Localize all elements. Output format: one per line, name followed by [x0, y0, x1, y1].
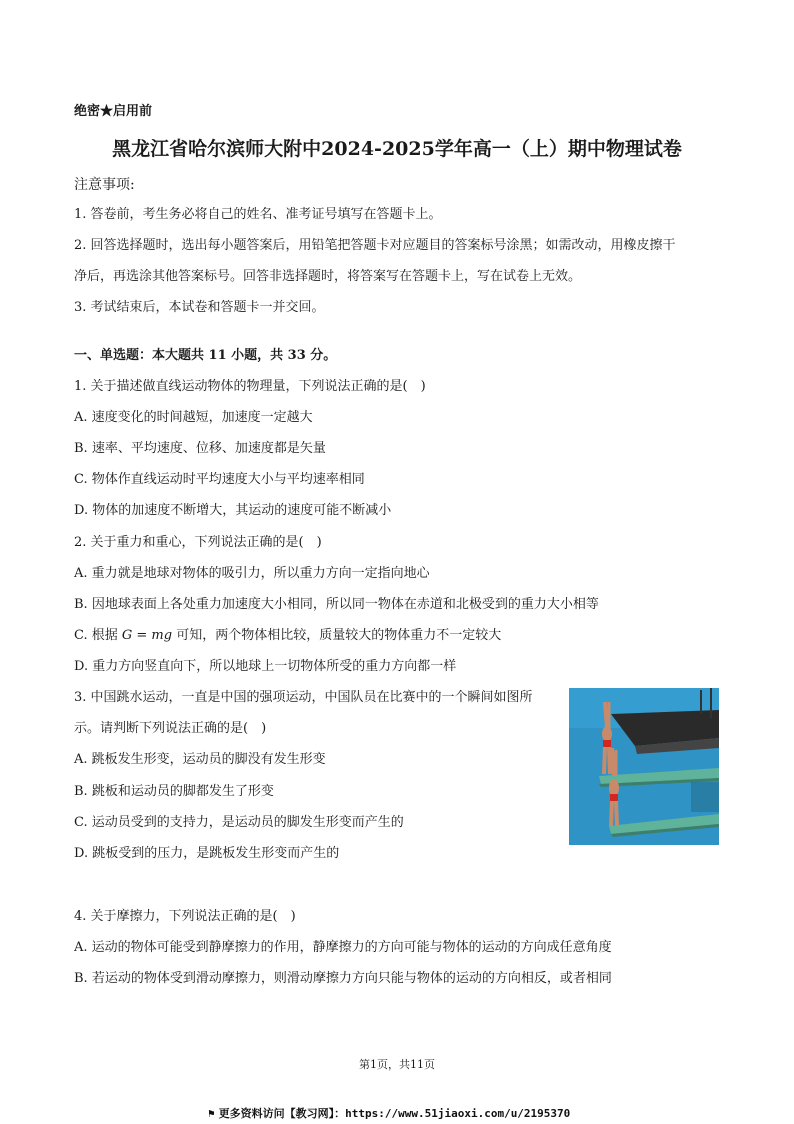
q1-option-c: C. 物体作直线运动时平均速度大小与平均速率相同: [74, 472, 365, 487]
q1-option-d: D. 物体的加速度不断增大，其运动的速度可能不断减小: [74, 503, 392, 518]
promo-text: 更多资料访问【教习网】：https://www.51jiaoxi.com/u/2195370: [218, 1107, 571, 1120]
q3-option-d: D. 跳板受到的压力，是跳板发生形变而产生的: [74, 846, 340, 861]
formula: G = mg: [121, 628, 173, 643]
q2-option-c-rest: 可知，两个物体相比较，质量较大的物体重力不一定较大: [172, 628, 502, 643]
q3-option-b: B. 跳板和运动员的脚都发生了形变: [74, 784, 274, 799]
exam-title: 黑龙江省哈尔滨师大附中2024-2025学年高一（上）期中物理试卷: [112, 138, 682, 160]
notice-item: 1. 答卷前，考生务必将自己的姓名、准考证号填写在答题卡上。: [74, 207, 442, 222]
question-2-stem: 2. 关于重力和重心，下列说法正确的是( ): [74, 535, 322, 550]
notice-heading: 注意事项:: [74, 177, 135, 193]
q3-option-a: A. 跳板发生形变，运动员的脚没有发生形变: [74, 752, 326, 767]
q2-option-c-prefix: C. 根据: [74, 628, 122, 643]
q1-option-a: A. 速度变化的时间越短，加速度一定越大: [74, 410, 313, 425]
q2-option-c: [74, 628, 501, 644]
question-3-stem: 3. 中国跳水运动，一直是中国的强项运动，中国队员在比赛中的一个瞬间如图所: [74, 690, 533, 705]
notice-item: 净后，再选涂其他答案标号。回答非选择题时，将答案写在答题卡上，写在试卷上无效。: [74, 269, 582, 284]
q2-option-a: A. 重力就是地球对物体的吸引力，所以重力方向一定指向地心: [74, 566, 430, 581]
q4-option-a: A. 运动的物体可能受到静摩擦力的作用，静摩擦力的方向可能与物体的运动的方向成任意角度: [74, 940, 612, 955]
q1-option-b: B. 速率、平均速度、位移、加速度都是矢量: [74, 441, 326, 456]
promo-link[interactable]: [208, 1106, 570, 1122]
question-4-stem: 4. 关于摩擦力，下列说法正确的是( ): [74, 909, 296, 924]
flag-icon: ⚑: [208, 1107, 215, 1120]
q2-option-d: D. 重力方向竖直向下，所以地球上一切物体所受的重力方向都一样: [74, 659, 457, 674]
diving-photo: [569, 688, 719, 845]
notice-item: 2. 回答选择题时，选出每小题答案后，用铅笔把答题卡对应题目的答案标号涂黑；如需改动，用橡皮擦干: [74, 238, 676, 253]
page-number: 第1页，共11页: [359, 1058, 435, 1071]
confidential-label: 绝密★启用前: [74, 104, 153, 119]
question-3-stem-cont: 示。请判断下列说法正确的是( ): [74, 721, 267, 736]
q4-option-b: B. 若运动的物体受到滑动摩擦力，则滑动摩擦力方向只能与物体的运动的方向相反，或者相同: [74, 971, 612, 986]
q3-option-c: C. 运动员受到的支持力，是运动员的脚发生形变而产生的: [74, 815, 404, 830]
q2-option-b: B. 因地球表面上各处重力加速度大小相同，所以同一物体在赤道和北极受到的重力大小相等: [74, 597, 599, 612]
notice-item: 3. 考试结束后，本试卷和答题卡一并交回。: [74, 300, 325, 315]
question-1-stem: 1. 关于描述做直线运动物体的物理量，下列说法正确的是( ): [74, 379, 426, 394]
section-heading: 一、单选题：本大题共 11 小题，共 33 分。: [74, 348, 337, 363]
